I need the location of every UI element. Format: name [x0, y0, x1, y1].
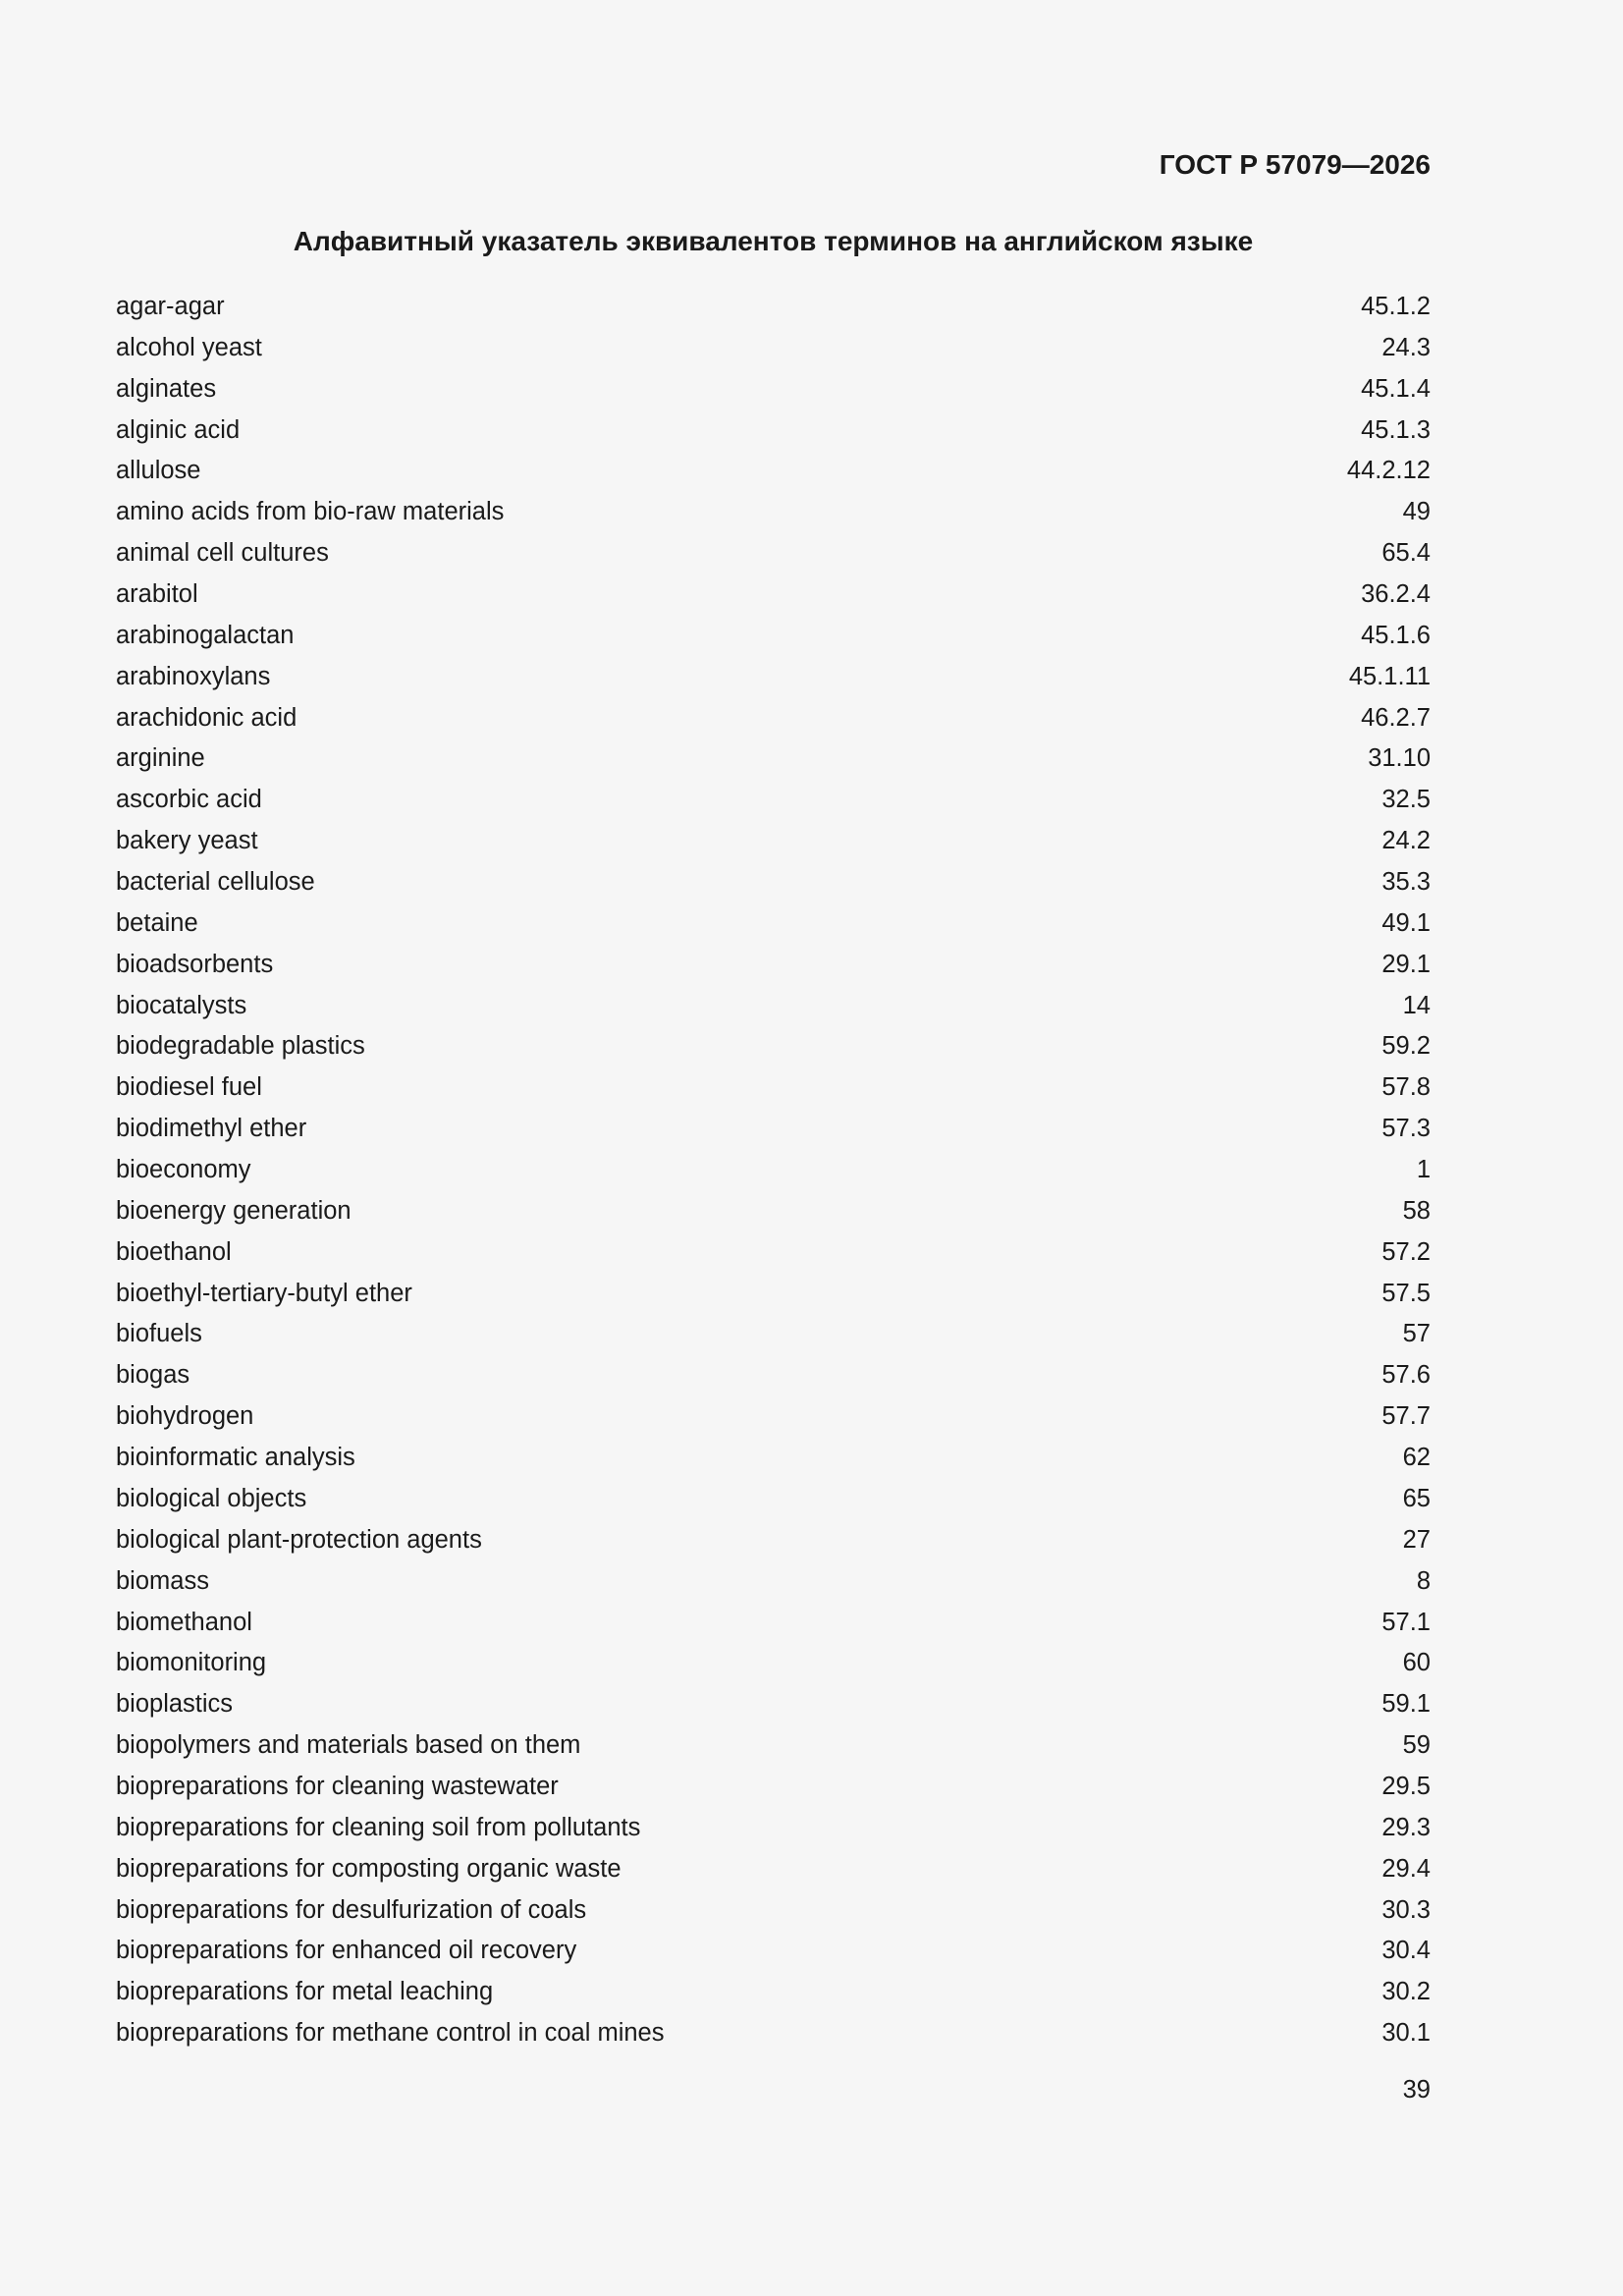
entry-term: animal cell cultures: [116, 539, 329, 568]
entry-term: biomethanol: [116, 1608, 252, 1636]
entry-term: biogas: [116, 1361, 190, 1390]
entry-term: betaine: [116, 908, 198, 937]
entry-term: bioplastics: [116, 1690, 234, 1719]
entry-term: bacterial cellulose: [116, 868, 315, 897]
index-entry: [116, 1520, 1431, 1561]
entry-reference: 57.7: [1381, 1402, 1431, 1431]
entry-reference: 30.1: [1381, 2019, 1431, 2048]
entry-term: biological plant-protection agents: [116, 1525, 482, 1554]
entry-reference: 57.3: [1381, 1115, 1431, 1143]
entry-reference: 36.2.4: [1361, 580, 1431, 609]
entry-term: biomass: [116, 1566, 209, 1595]
entry-reference: 45.1.2: [1361, 293, 1431, 320]
index-entry: [116, 1931, 1431, 1972]
index-entry: [116, 1191, 1431, 1232]
entry-term: agar-agar: [116, 293, 225, 320]
index-entry: [116, 574, 1431, 616]
entry-reference: 35.3: [1381, 868, 1431, 897]
entry-term: biohydrogen: [116, 1402, 254, 1431]
index-entry: [116, 780, 1431, 821]
entry-term: bioeconomy: [116, 1156, 251, 1184]
entry-reference: 1: [1416, 1156, 1431, 1184]
entry-reference: 59.1: [1381, 1690, 1431, 1719]
index-entry: [116, 1603, 1431, 1644]
index-entry: [116, 1109, 1431, 1150]
entry-term: arachidonic acid: [116, 703, 298, 732]
entry-term: ascorbic acid: [116, 786, 262, 814]
entry-reference: 24.2: [1381, 827, 1431, 855]
page-number: 39: [1402, 2076, 1431, 2104]
entry-reference: 45.1.4: [1361, 374, 1431, 403]
entry-term: biopreparations for cleaning wastewater: [116, 1772, 559, 1800]
entry-term: bioenergy generation: [116, 1196, 352, 1225]
standard-designation: ГОСТ Р 57079—2026: [1159, 149, 1431, 180]
document-page: [116, 0, 1431, 2296]
entry-reference: 44.2.12: [1346, 457, 1431, 485]
index-entry: [116, 287, 1431, 328]
index-entry: [116, 1849, 1431, 1890]
entry-reference: 65.4: [1381, 539, 1431, 568]
index-entry: [116, 492, 1431, 533]
index-entry: [116, 1890, 1431, 1932]
entry-reference: 29.1: [1381, 950, 1431, 978]
entry-term: biopreparations for methane control in coal mines: [116, 2019, 665, 2048]
entry-reference: 57: [1402, 1320, 1431, 1348]
entry-reference: 57.1: [1381, 1608, 1431, 1636]
index-entry: [116, 1561, 1431, 1603]
index-entry: [116, 1972, 1431, 2013]
index-entry: [116, 1643, 1431, 1684]
index-entry: [116, 1232, 1431, 1274]
entry-reference: 45.1.6: [1361, 621, 1431, 649]
entry-term: arabinogalactan: [116, 621, 295, 649]
entry-reference: 30.2: [1381, 1978, 1431, 2006]
index-entry: [116, 1684, 1431, 1725]
entry-reference: 49.1: [1381, 908, 1431, 937]
entry-term: biopolymers and materials based on them: [116, 1731, 581, 1760]
index-entry: [116, 2013, 1431, 2054]
entry-term: allulose: [116, 457, 201, 485]
entry-term: biocatalysts: [116, 991, 247, 1019]
entry-term: arabinoxylans: [116, 662, 271, 690]
index-entry: [116, 986, 1431, 1027]
index-entry: [116, 698, 1431, 739]
index-entry: [116, 1479, 1431, 1520]
entry-term: biofuels: [116, 1320, 202, 1348]
index-title: Алфавитный указатель эквивалентов терминов на английском языке: [293, 226, 1254, 256]
entry-reference: 8: [1416, 1566, 1431, 1595]
index-entry: [116, 410, 1431, 452]
index-entry: [116, 369, 1431, 410]
entry-term: biopreparations for cleaning soil from pollutants: [116, 1813, 641, 1841]
index-entry: [116, 1150, 1431, 1191]
entry-reference: 57.6: [1381, 1361, 1431, 1390]
index-entry: [116, 1355, 1431, 1396]
entry-reference: 45.1.3: [1361, 415, 1431, 444]
index-entry: [116, 1396, 1431, 1438]
entry-reference: 58: [1402, 1196, 1431, 1225]
entry-reference: 29.4: [1381, 1854, 1431, 1883]
entry-term: biopreparations for metal leaching: [116, 1978, 494, 2006]
index-entry: [116, 1314, 1431, 1355]
entry-reference: 45.1.11: [1348, 662, 1431, 690]
index-entry: [116, 1067, 1431, 1109]
entry-reference: 29.5: [1381, 1772, 1431, 1800]
entry-term: alginic acid: [116, 415, 241, 444]
entry-reference: 65: [1402, 1484, 1431, 1512]
entry-term: arginine: [116, 744, 205, 773]
entry-reference: 27: [1402, 1525, 1431, 1554]
entry-term: biopreparations for enhanced oil recovery: [116, 1937, 577, 1965]
entry-reference: 57.2: [1381, 1237, 1431, 1266]
entry-term: bioinformatic analysis: [116, 1444, 355, 1472]
entry-term: amino acids from bio-raw materials: [116, 498, 505, 526]
entry-term: biodegradable plastics: [116, 1032, 365, 1061]
entry-term: biopreparations for composting organic waste: [116, 1854, 622, 1883]
entry-term: bakery yeast: [116, 827, 258, 855]
entry-reference: 30.4: [1381, 1937, 1431, 1965]
index-entry: [116, 738, 1431, 780]
index-entry: [116, 1274, 1431, 1315]
entry-term: biomonitoring: [116, 1649, 267, 1677]
entry-reference: 29.3: [1381, 1813, 1431, 1841]
entry-reference: 14: [1402, 991, 1431, 1019]
entry-term: biodiesel fuel: [116, 1073, 262, 1102]
entry-reference: 31.10: [1368, 744, 1431, 773]
entry-term: bioethanol: [116, 1237, 232, 1266]
entry-term: alginates: [116, 374, 217, 403]
index-entry: [116, 903, 1431, 945]
entry-reference: 30.3: [1381, 1895, 1431, 1924]
entry-reference: 59: [1402, 1731, 1431, 1760]
entry-reference: 60: [1402, 1649, 1431, 1677]
entry-reference: 59.2: [1381, 1032, 1431, 1061]
entry-reference: 62: [1402, 1444, 1431, 1472]
entry-term: biodimethyl ether: [116, 1115, 307, 1143]
entry-reference: 49: [1402, 498, 1431, 526]
entry-term: biopreparations for desulfurization of coals: [116, 1895, 587, 1924]
index-entry-list: [116, 287, 1431, 2054]
entry-reference: 57.8: [1381, 1073, 1431, 1102]
entry-term: alcohol yeast: [116, 333, 262, 361]
entry-term: bioethyl-tertiary-butyl ether: [116, 1279, 412, 1307]
index-entry: [116, 328, 1431, 369]
index-entry: [116, 1725, 1431, 1767]
entry-reference: 32.5: [1381, 786, 1431, 814]
entry-term: arabitol: [116, 580, 198, 609]
index-entry: [116, 657, 1431, 698]
index-entry: [116, 862, 1431, 903]
index-entry: [116, 1438, 1431, 1479]
entry-reference: 46.2.7: [1361, 703, 1431, 732]
index-entry: [116, 1808, 1431, 1849]
entry-reference: 57.5: [1381, 1279, 1431, 1307]
index-entry: [116, 533, 1431, 574]
entry-term: biological objects: [116, 1484, 307, 1512]
index-entry: [116, 821, 1431, 862]
index-entry: [116, 451, 1431, 492]
index-entry: [116, 1767, 1431, 1808]
entry-reference: 24.3: [1381, 333, 1431, 361]
entry-term: bioadsorbents: [116, 950, 274, 978]
index-entry: [116, 616, 1431, 657]
index-entry: [116, 1026, 1431, 1067]
index-entry: [116, 945, 1431, 986]
